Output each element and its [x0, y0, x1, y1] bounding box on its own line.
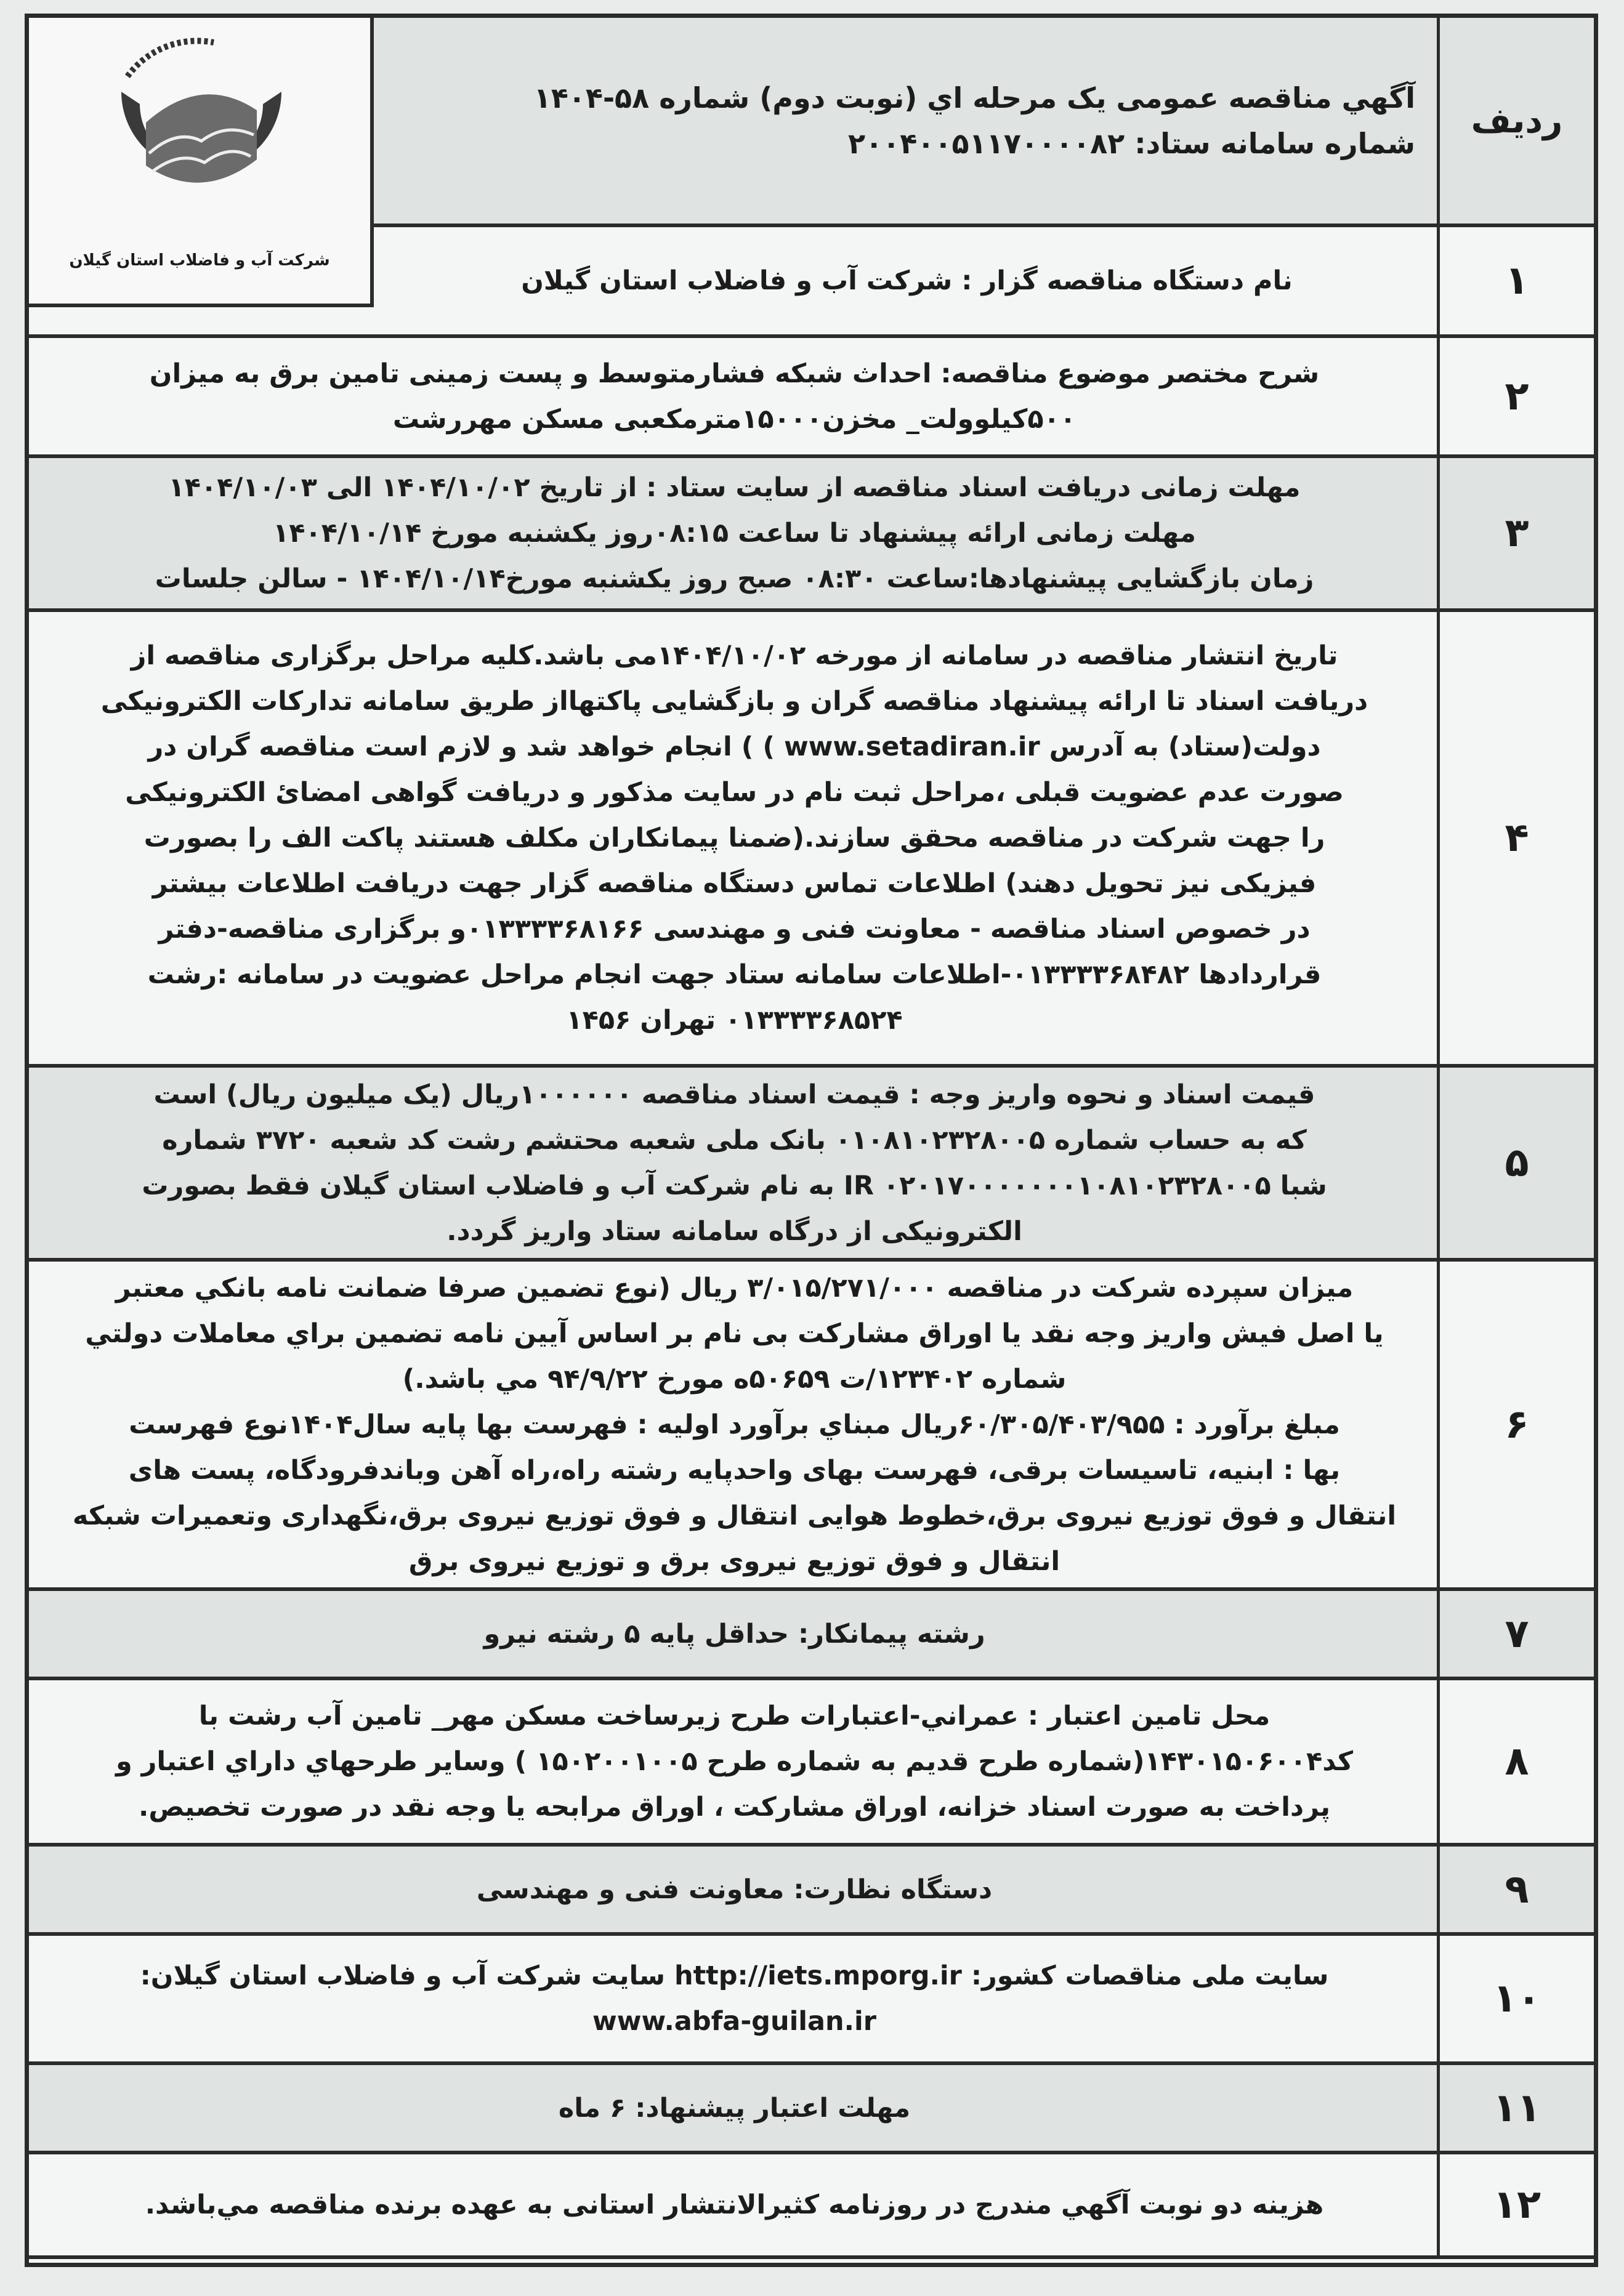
- row-number: ۶: [1437, 1262, 1594, 1587]
- row-text-line: شبا IR ۰۲۰۱۷۰۰۰۰۰۰۰۱۰۸۱۰۲۳۲۸۰۰۵ به نام شرکت آب و فاضلاب استان گیلان فقط بصورت: [142, 1170, 1327, 1201]
- row-label-header: ردیف: [1437, 18, 1594, 224]
- row-text-line: قراردادها ۰۱۳۳۳۳۶۸۴۸۲-اطلاعات سامانه ستاد جهت انجام مراحل عضویت در سامانه :رشت: [147, 959, 1322, 990]
- row-contractor-grade: [29, 1591, 1594, 1680]
- row-text-line: سایت ملی مناقصات کشور: http://iets.mporg.ir سایت شرکت آب و فاضلاب استان گیلان:: [140, 1960, 1329, 1991]
- row-text-line: هزینه دو نوبت آگهي مندرج در روزنامه کثیرالانتشار استانی به عهده برنده مناقصه مي‌باشد.: [145, 2189, 1324, 2220]
- row-number: ۴: [1437, 612, 1594, 1064]
- row-text-line: شماره ۱۲۳۴۰۲/ت ۵۰۶۵۹ه مورخ ۹۴/۹/۲۲ مي باشد.): [402, 1363, 1067, 1395]
- row-subject: [29, 338, 1594, 458]
- water-company-logo-icon: [29, 18, 374, 264]
- row-document-price: [29, 1068, 1594, 1262]
- row-text-line: فیزیکی نیز تحویل دهند) اطلاعات تماس دستگاه مناقصه گزار جهت دریافت اطلاعات بیشتر: [152, 868, 1317, 899]
- row-number: ۱: [1437, 227, 1594, 334]
- row-text-line: www.abfa-guilan.ir: [592, 2006, 876, 2037]
- row-text-line: محل تامین اعتبار : عمراني-اعتبارات طرح زیرساخت مسکن مهر_ تامین آب رشت با: [198, 1701, 1271, 1731]
- row-text-line: کد۱۴۳۰۱۵۰۶۰۰۴(شماره طرح قدیم به شماره طرح ۱۵۰۲۰۰۱۰۰۵ ) وسایر طرحهاي داراي اعتبار و: [115, 1746, 1354, 1777]
- row-text-line: صورت عدم عضویت قبلی ،مراحل ثبت نام در سایت مذکور و دریافت گواهی امضائ الکترونیکی: [125, 777, 1344, 808]
- row-deadlines: [29, 458, 1594, 612]
- row-number: ۳: [1437, 458, 1594, 608]
- row-text-line: مبلغ برآورد : ۶۰/۳۰۵/۴۰۳/۹۵۵ریال مبناي برآورد اولیه : فهرست بها پایه سال۱۴۰۴نوع فهرست: [129, 1409, 1340, 1440]
- row-ad-cost: [29, 2154, 1594, 2259]
- row-text-line: یا اصل فیش واریز وجه نقد یا اوراق مشارکت بی نام بر اساس آیین نامه تضمین براي معاملات دولتي: [85, 1318, 1384, 1349]
- row-deposit-estimate: [29, 1262, 1594, 1591]
- row-text-line: میزان سپرده شرکت در مناقصه ۳/۰۱۵/۲۷۱/۰۰۰ ریال (نوع تضمین صرفا ضمانت نامه بانکي معتبر: [115, 1272, 1354, 1303]
- row-text-line: انتقال و فوق توزیع نیروی برق و توزیع نیروی برق: [408, 1545, 1060, 1577]
- row-number: ۸: [1437, 1680, 1594, 1843]
- company-logo: [29, 18, 374, 307]
- setad-number: شماره سامانه ستاد: ۲۰۰۴۰۰۵۱۱۷۰۰۰۰۸۲: [848, 127, 1415, 160]
- logo-caption: شرکت آب و فاضلاب استان گیلان: [69, 251, 330, 270]
- row-publication-info: [29, 612, 1594, 1068]
- row-text-line: دریافت اسناد تا ارائه پیشنهاد مناقصه گران و بازگشایی پاکتهااز طریق سامانه تدارکات الکترونیکی: [100, 686, 1368, 717]
- row-text-line: در خصوص اسناد مناقصه - معاونت فنی و مهندسی ۰۱۳۳۳۳۶۸۱۶۶و برگزاری مناقصه-دفتر: [158, 914, 1311, 945]
- row-supervision: [29, 1847, 1594, 1936]
- row-text-line: قیمت اسناد و نحوه واریز وجه : قیمت اسناد مناقصه ۱۰۰۰۰۰۰ریال (یک میلیون ریال) است: [153, 1079, 1315, 1110]
- row-number: ۱۰: [1437, 1936, 1594, 2061]
- row-text-line: زمان بازگشایی پیشنهادها:ساعت ۰۸:۳۰ صبح روز یکشنبه مورخ۱۴۰۴/۱۰/۱۴ - سالن جلسات: [155, 563, 1314, 594]
- row-text-line: ۰۱۳۳۳۳۶۸۵۲۴ تهران ۱۴۵۶: [566, 1005, 903, 1036]
- row-text-line: الکترونیکی از درگاه سامانه ستاد واریز گردد.: [446, 1215, 1022, 1247]
- row-text-line: انتقال و فوق توزیع نیروی برق،خطوط هوایی انتقال و فوق توزیع نیروی برق،نگهداری وتعمیرات شبکه: [72, 1500, 1397, 1531]
- row-websites: [29, 1936, 1594, 2065]
- tender-notice-table: [25, 14, 1598, 2267]
- notice-title: آگهي مناقصه عمومی یک مرحله اي (نوبت دوم) شماره ۵۸-۱۴۰۴: [533, 81, 1415, 115]
- row-text-line: مهلت زمانی دریافت اسناد مناقصه از سایت ستاد : از تاریخ ۱۴۰۴/۱۰/۰۲ الی ۱۴۰۴/۱۰/۰۳: [168, 472, 1301, 503]
- row-text-line: بها : ابنیه، تاسیسات برقی، فهرست بهای واحدپایه رشته راه،راه آهن وباندفرودگاه، پست های: [128, 1454, 1341, 1486]
- row-number: ۵: [1437, 1068, 1594, 1258]
- row-number: ۷: [1437, 1591, 1594, 1677]
- row-text-line: مهلت اعتبار پیشنهاد: ۶ ماه: [558, 2092, 911, 2124]
- row-text-line: نام دستگاه مناقصه گزار : شرکت آب و فاضلاب استان گیلان: [521, 265, 1293, 296]
- row-text-line: تاریخ انتشار مناقصه در سامانه از مورخه ۱۴۰۴/۱۰/۰۲می باشد.کلیه مراحل برگزاری مناقصه از: [131, 640, 1338, 671]
- row-text-line: دستگاه نظارت: معاونت فنی و مهندسی: [476, 1874, 993, 1905]
- row-number: ۲: [1437, 338, 1594, 454]
- row-text-line: را جهت شرکت در مناقصه محقق سازند.(ضمنا پیمانکاران مکلف هستند پاکت الف را بصورت: [143, 823, 1325, 853]
- row-number: ۱۲: [1437, 2154, 1594, 2255]
- row-text-line: پرداخت به صورت اسناد خزانه، اوراق مشارکت ، اوراق مرابحه یا وجه نقد در صورت تخصیص.: [139, 1792, 1330, 1823]
- row-funding-source: [29, 1680, 1594, 1847]
- row-text-line: که به حساب شماره ۰۱۰۸۱۰۲۳۲۸۰۰۵ بانک ملی شعبه محتشم رشت کد شعبه ۳۷۲۰ شماره: [162, 1124, 1307, 1156]
- row-number: ۹: [1437, 1847, 1594, 1932]
- row-number: ۱۱: [1437, 2065, 1594, 2151]
- row-text-line: مهلت زمانی ارائه پیشنهاد تا ساعت ۰۸:۱۵روز یکشنبه مورخ ۱۴۰۴/۱۰/۱۴: [273, 518, 1196, 549]
- row-validity-period: [29, 2065, 1594, 2154]
- row-text-line: ۵۰۰کیلوولت_ مخزن۱۵۰۰۰مترمکعبی مسکن مهررشت: [392, 403, 1077, 435]
- row-text-line: شرح مختصر موضوع مناقصه: احداث شبکه فشارمتوسط و پست زمینی تامین برق به میزان: [149, 358, 1320, 389]
- row-text-line: دولت(ستاد) به آدرس www.setadiran.ir ) ) انجام خواهد شد و لازم است مناقصه گران در: [148, 731, 1321, 762]
- row-text-line: رشته پیمانکار: حداقل پایه ۵ رشته نیرو: [483, 1618, 985, 1649]
